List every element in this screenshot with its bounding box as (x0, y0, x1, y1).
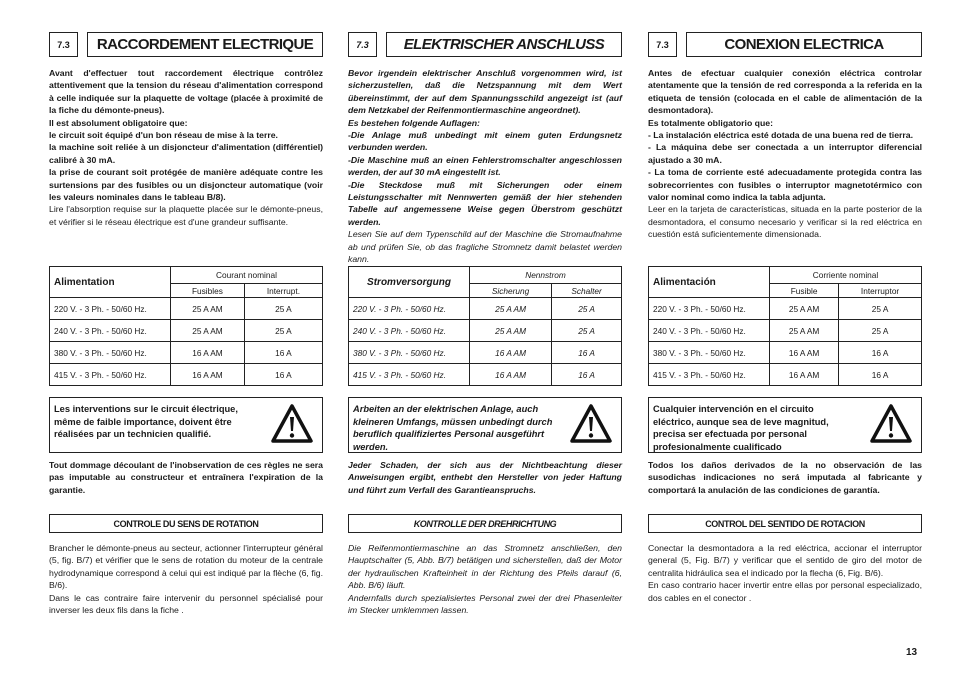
table-cell: 16 A (552, 342, 622, 364)
table-row (50, 298, 323, 320)
disclaimer-text: Jeder Schaden, der sich aus der Nichtbeachtung dieser Anweisungen ergibt, enthebt den Hersteller von jeder Haftung und führt zum Verfall des Garantieanspruchs. (348, 460, 622, 495)
rotation-paragraph: Brancher le démonte-pneus au secteur, actionner l'interrupteur général (5, fig. B/7) et vérifier que le sens de rotation du moteur de la centrale hydrodynamique correspond à celui qui est indiqué par la flèche (6, fig. B/6). (49, 543, 323, 591)
table-cell: 16 A AM (770, 342, 839, 364)
intro-paragraph: Antes de efectuar cualquier conexión eléctrica controlar atentamente que la tensión de red corresponda a la referida en la etiqueta de tensión (colocada en el cable de alimentación de la desmontadora). (648, 68, 922, 116)
section-title: CONEXION ELECTRICA (686, 32, 922, 57)
table-row (649, 364, 922, 386)
disclaimer-text: Todos los daños derivados de la no observación de las susodichas indicaciones no será imputada al fabricante y comportará la anulación de las condiciones de garantía. (648, 460, 922, 495)
section-number: 7.3 (49, 32, 78, 57)
table-row (50, 364, 323, 386)
section-title: ELEKTRISCHER ANSCHLUSS (386, 32, 622, 57)
table-cell: 16 A AM (470, 364, 552, 386)
warning-triangle-icon (869, 403, 913, 445)
rotation-paragraph: Die Reifenmontiermaschine an das Stromnetz anschließen, den Hauptschalter (5, Abb. B/7) betätigen und sicherstellen, daß der Motor der hydraulischen Krafteinheit in der Richtung des Pfeils darauf (6, Abb. B/6) läuft. (348, 543, 622, 591)
warning-box (348, 397, 622, 453)
table-cell: 25 A AM (770, 298, 839, 320)
table-cell: 25 A AM (171, 320, 245, 342)
table-cell: 415 V. - 3 Ph. - 50/60 Hz. (649, 364, 770, 386)
rotation-paragraph: Conectar la desmontadora a la red eléctrica, accionar el interruptor general (5, Fig. B/7) y verificar que el sentido de giro del motor de centralita hidráulica sea el indicado por la flecha (6, Fig. B/6). (648, 543, 922, 578)
table-cell: 220 V. - 3 Ph. - 50/60 Hz. (50, 298, 171, 320)
intro-paragraph: Avant d'effectuer tout raccordement électrique contrôlez attentivement que la tension du réseau d'alimentation correspond à celle indiquée sur la plaquette de voltage (placée à proximité de la fiche du démonte-pneus). (49, 68, 323, 116)
table-group-header: Corriente nominal (770, 267, 922, 284)
table-cell: 240 V. - 3 Ph. - 50/60 Hz. (50, 320, 171, 342)
warning-triangle-icon (569, 403, 613, 445)
section-number: 7.3 (648, 32, 677, 57)
table-cell: 220 V. - 3 Ph. - 50/60 Hz. (349, 298, 470, 320)
section-number: 7.3 (348, 32, 377, 57)
warning-text: Les interventions sur le circuit électrique, même de faible importance, doivent être réalisées par un technicien qualifié. (54, 404, 238, 439)
table-cell: 25 A AM (770, 320, 839, 342)
table-row (349, 298, 622, 320)
intro-paragraph: la prise de courant soit protégée de manière adéquate contre les surtensions par des fusibles ou un disjoncteur automatique (voir les valeurs nominales dans le tableau B/8). (49, 167, 323, 203)
subsection-title: CONTROL DEL SENTIDO DE ROTACION (648, 514, 922, 533)
warning-triangle-icon (270, 403, 314, 445)
table-row (649, 342, 922, 364)
table-label: Alimentación (649, 267, 770, 298)
table-subheader: Schalter (552, 284, 622, 298)
section-header (348, 32, 622, 57)
table-cell: 16 A (244, 364, 322, 386)
table-group-header: Nennstrom (470, 267, 622, 284)
table-cell: 16 A (839, 364, 922, 386)
table-row (349, 320, 622, 342)
table-cell: 380 V. - 3 Ph. - 50/60 Hz. (50, 342, 171, 364)
table-row (50, 342, 323, 364)
rotation-text (648, 542, 922, 604)
intro-text (49, 67, 323, 228)
table-cell: 25 A AM (470, 298, 552, 320)
subsection-title: CONTROLE DU SENS DE ROTATION (49, 514, 323, 533)
table-row (349, 364, 622, 386)
intro-paragraph: -Die Anlage muß unbedingt mit einem guten Erdungsnetz verbunden werden. (348, 130, 622, 153)
table-cell: 25 A (839, 320, 922, 342)
table-cell: 380 V. - 3 Ph. - 50/60 Hz. (649, 342, 770, 364)
intro-text (648, 67, 922, 241)
column-german (348, 32, 622, 616)
table-label: Stromversorgung (349, 267, 470, 298)
table-cell: 16 A AM (171, 342, 245, 364)
table-label: Alimentation (50, 267, 171, 298)
table-subheader: Sicherung (470, 284, 552, 298)
intro-paragraph: Leer en la tarjeta de características, situada en la parte posterior de la desmontadora, el consumo necesario y verificar si la red eléctrica en cuestión está suficientemente dimensionada. (648, 204, 922, 240)
intro-paragraph: -Die Maschine muß an einen Fehlerstromschalter angeschlossen werden, der auf 30 mA eingestellt ist. (348, 154, 622, 178)
table-cell: 16 A AM (470, 342, 552, 364)
power-table (49, 266, 323, 386)
page-number: 13 (906, 647, 918, 658)
table-subheader: Interrupt. (244, 284, 322, 298)
table-cell: 240 V. - 3 Ph. - 50/60 Hz. (349, 320, 470, 342)
warning-text: Arbeiten an der elektrischen Anlage, auch kleineren Umfangs, müssen unbedingt durch beruflich qualifiziertes Personal ausgeführt werden. (353, 404, 553, 452)
table-row (649, 320, 922, 342)
column-spanish (648, 32, 922, 603)
intro-paragraph: - La instalación eléctrica esté dotada de una buena red de tierra. (648, 130, 914, 141)
section-title: RACCORDEMENT ELECTRIQUE (87, 32, 323, 57)
table-cell: 220 V. - 3 Ph. - 50/60 Hz. (649, 298, 770, 320)
table-group-header: Courant nominal (171, 267, 323, 284)
warning-box (49, 397, 323, 453)
table-row (349, 342, 622, 364)
intro-paragraph: la machine soit reliée à un disjoncteur d'alimentation (différentiel) calibré à 30 mA. (49, 142, 323, 165)
subsection-title: KONTROLLE DER DREHRICHTUNG (348, 514, 622, 533)
table-subheader: Interruptor (839, 284, 922, 298)
table-cell: 380 V. - 3 Ph. - 50/60 Hz. (349, 342, 470, 364)
table-cell: 415 V. - 3 Ph. - 50/60 Hz. (349, 364, 470, 386)
disclaimer-text: Tout dommage découlant de l'inobservation de ces règles ne sera pas imputable au constructeur et entraînera l'expiration de la garantie. (49, 460, 323, 495)
rotation-text (49, 542, 323, 616)
section-header (49, 32, 323, 57)
table-cell: 25 A (244, 298, 322, 320)
rotation-paragraph: Andernfalls durch spezialisiertes Personal zwei der drei Phasenleiter im Stecker umklemmen lassen. (348, 592, 622, 616)
intro-paragraph: Il est absolument obligatoire que: (49, 117, 188, 128)
table-cell: 240 V. - 3 Ph. - 50/60 Hz. (649, 320, 770, 342)
intro-text (348, 67, 622, 266)
rotation-paragraph: Dans le cas contraire faire intervenir du personnel spécialisé pour inverser les deux fils dans la fiche . (49, 592, 323, 616)
table-row (649, 298, 922, 320)
intro-paragraph: Es totalmente obligatorio que: (648, 117, 774, 128)
intro-paragraph: -Die Steckdose muß mit Sicherungen oder einem Leistungsschalter mit Nennwerten gemäß der hier stehenden Tabelle auf angemessene Weise gegen Überstrom geschützt werden. (348, 179, 622, 227)
table-cell: 25 A (839, 298, 922, 320)
rotation-paragraph: En caso contrario hacer invertir entre ellas por personal especializado, dos cables en el conector . (648, 580, 922, 603)
table-cell: 16 A AM (171, 364, 245, 386)
table-subheader: Fusibles (171, 284, 245, 298)
intro-paragraph: Lire l'absorption requise sur la plaquette placée sur le démonte-pneus, et vérifier si le réseau électrique est d'une grandeur suffisante. (49, 204, 323, 227)
section-header (648, 32, 922, 57)
table-cell: 25 A AM (171, 298, 245, 320)
power-table (348, 266, 622, 386)
table-cell: 25 A AM (470, 320, 552, 342)
table-cell: 16 A (552, 364, 622, 386)
intro-paragraph: - La toma de corriente esté adecuadamente protegida contra las sobrecorrientes con fusibles o interruptor magnetotérmico con valor nominal como indica la tabla adjunta. (648, 167, 922, 203)
intro-paragraph: Bevor irgendein elektrischer Anschluß vorgenommen wird, ist sicherzustellen, daß die Netzspannung mit dem Wert übereinstimmt, der auf dem Spannungsschild angezeigt ist (auf dem Netzkabel der Reifenmontiermaschine angeordnet). (348, 68, 622, 116)
table-cell: 16 A (244, 342, 322, 364)
intro-paragraph: le circuit soit équipé d'un bon réseau de mise à la terre. (49, 130, 278, 141)
warning-box (648, 397, 922, 453)
table-subheader: Fusible (770, 284, 839, 298)
table-cell: 25 A (244, 320, 322, 342)
power-table (648, 266, 922, 386)
table-cell: 415 V. - 3 Ph. - 50/60 Hz. (50, 364, 171, 386)
column-french (49, 32, 323, 616)
table-cell: 16 A AM (770, 364, 839, 386)
intro-paragraph: Es bestehen folgende Auflagen: (348, 117, 480, 128)
rotation-text (348, 542, 622, 616)
intro-paragraph: Lesen Sie auf dem Typenschild auf der Maschine die Stromaufnahme ab und prüfen Sie, ob das fragliche Stromnetz damit belastet werden kann. (348, 229, 622, 265)
table-row (50, 320, 323, 342)
table-cell: 25 A (552, 298, 622, 320)
warning-text: Cualquier intervención en el circuito eléctrico, aunque sea de leve magnitud, precisa ser efectuada por personal profesionalmente cualificado (653, 404, 829, 452)
table-cell: 16 A (839, 342, 922, 364)
intro-paragraph: - La máquina debe ser conectada a un interruptor diferencial ajustado a 30 mA. (648, 142, 922, 165)
table-cell: 25 A (552, 320, 622, 342)
